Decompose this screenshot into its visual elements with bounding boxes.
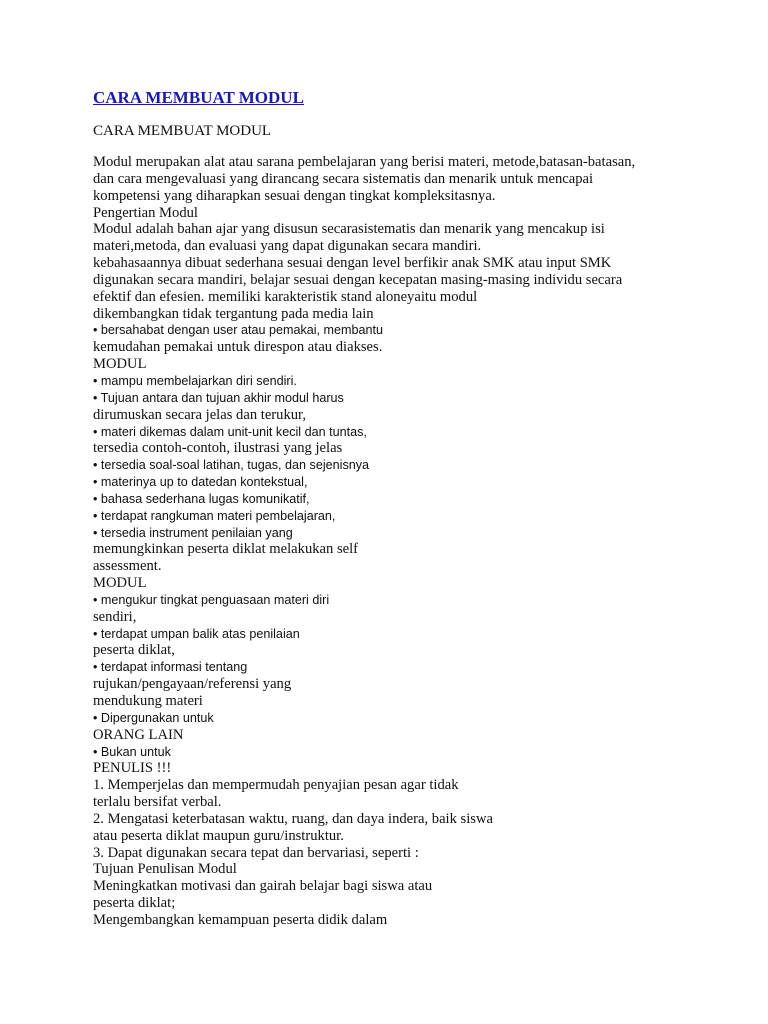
title-link[interactable]: CARA MEMBUAT MODUL (93, 88, 304, 107)
document-heading: CARA MEMBUAT MODUL (93, 123, 272, 139)
text-line: peserta diklat; (93, 895, 176, 912)
text-line: dikembangkan tidak tergantung pada media lain (93, 305, 374, 322)
text-line: peserta diklat, (93, 642, 175, 659)
text-line: 2. Mengatasi keterbatasan waktu, ruang, dan daya indera, baik siswa (93, 810, 493, 827)
text-line: efektif dan efesien. memiliki karakteristik stand aloneyaitu modul (93, 288, 478, 305)
text-line: sendiri, (93, 608, 137, 625)
text-line: Mengembangkan kemampuan peserta didik dalam (93, 911, 388, 928)
bullet-line: • terdapat rangkuman materi pembelajaran, (93, 508, 336, 523)
bullet-line: • tersedia instrument penilaian yang (93, 525, 293, 540)
document-body (93, 154, 693, 929)
text-line: kebahasaannya dibuat sederhana sesuai dengan level berfikir anak SMK atau input SMK (93, 255, 612, 272)
text-line: kemudahan pemakai untuk direspon atau diakses. (93, 339, 383, 356)
text-line: ORANG LAIN (93, 726, 184, 743)
bullet-line: • Dipergunakan untuk (93, 710, 214, 725)
text-line: PENULIS !!! (93, 760, 172, 777)
text-line: digunakan secara mandiri, belajar sesuai dengan kecepatan masing-masing individu secara (93, 271, 623, 288)
bullet-line: • materinya up to datedan kontekstual, (93, 475, 308, 490)
text-line: MODUL (93, 575, 147, 592)
text-line: tersedia contoh-contoh, ilustrasi yang jelas (93, 440, 343, 457)
text-line: materi,metoda, dan evaluasi yang dapat digunakan secara mandiri. (93, 238, 482, 255)
text-line: terlalu bersifat verbal. (93, 794, 222, 811)
text-line: 1. Memperjelas dan mempermudah penyajian pesan agar tidak (93, 777, 459, 794)
text-line: Tujuan Penulisan Modul (93, 861, 237, 878)
text-line: dirumuskan secara jelas dan terukur, (93, 406, 306, 423)
bullet-line: • Tujuan antara dan tujuan akhir modul harus (93, 390, 344, 405)
text-line: assessment. (93, 558, 162, 575)
text-line: mendukung materi (93, 693, 203, 709)
bullet-line: • terdapat informasi tentang (93, 660, 248, 675)
bullet-line: • mengukur tingkat penguasaan materi diri (93, 592, 330, 607)
text-line: memungkinkan peserta diklat melakukan self (93, 541, 359, 558)
bullet-line: • terdapat umpan balik atas penilaian (93, 626, 300, 641)
bullet-line: • bahasa sederhana lugas komunikatif, (93, 491, 310, 506)
bullet-line: • bersahabat dengan user atau pemakai, membantu (93, 323, 384, 338)
text-line: MODUL (93, 356, 147, 373)
document-page (93, 88, 693, 929)
text-line: atau peserta diklat maupun guru/instruktur. (93, 827, 344, 844)
text-line: rujukan/pengayaan/referensi yang (93, 676, 292, 693)
bullet-line: • materi dikemas dalam unit-unit kecil dan tuntas, (93, 424, 367, 439)
text-line: Pengertian Modul (93, 204, 198, 221)
text-line: Meningkatkan motivasi dan gairah belajar bagi siswa atau (93, 878, 433, 895)
bullet-line: • tersedia soal-soal latihan, tugas, dan sejenisnya (93, 458, 370, 473)
bullet-line: • mampu membelajarkan diri sendiri. (93, 373, 297, 388)
bullet-line: • Bukan untuk (93, 744, 171, 759)
text-line: Modul merupakan alat atau sarana pembelajaran yang berisi materi, metode,batasan-batasan, (93, 154, 636, 170)
text-line: Modul adalah bahan ajar yang disusun secarasistematis dan menarik yang mencakup isi (93, 221, 605, 238)
text-line: kompetensi yang diharapkan sesuai dengan tingkat kompleksitasnya. (93, 187, 496, 204)
text-line: dan cara mengevaluasi yang dirancang secara sistematis dan menarik untuk mencapai (93, 170, 594, 187)
text-line: 3. Dapat digunakan secara tepat dan bervariasi, seperti : (93, 844, 419, 861)
